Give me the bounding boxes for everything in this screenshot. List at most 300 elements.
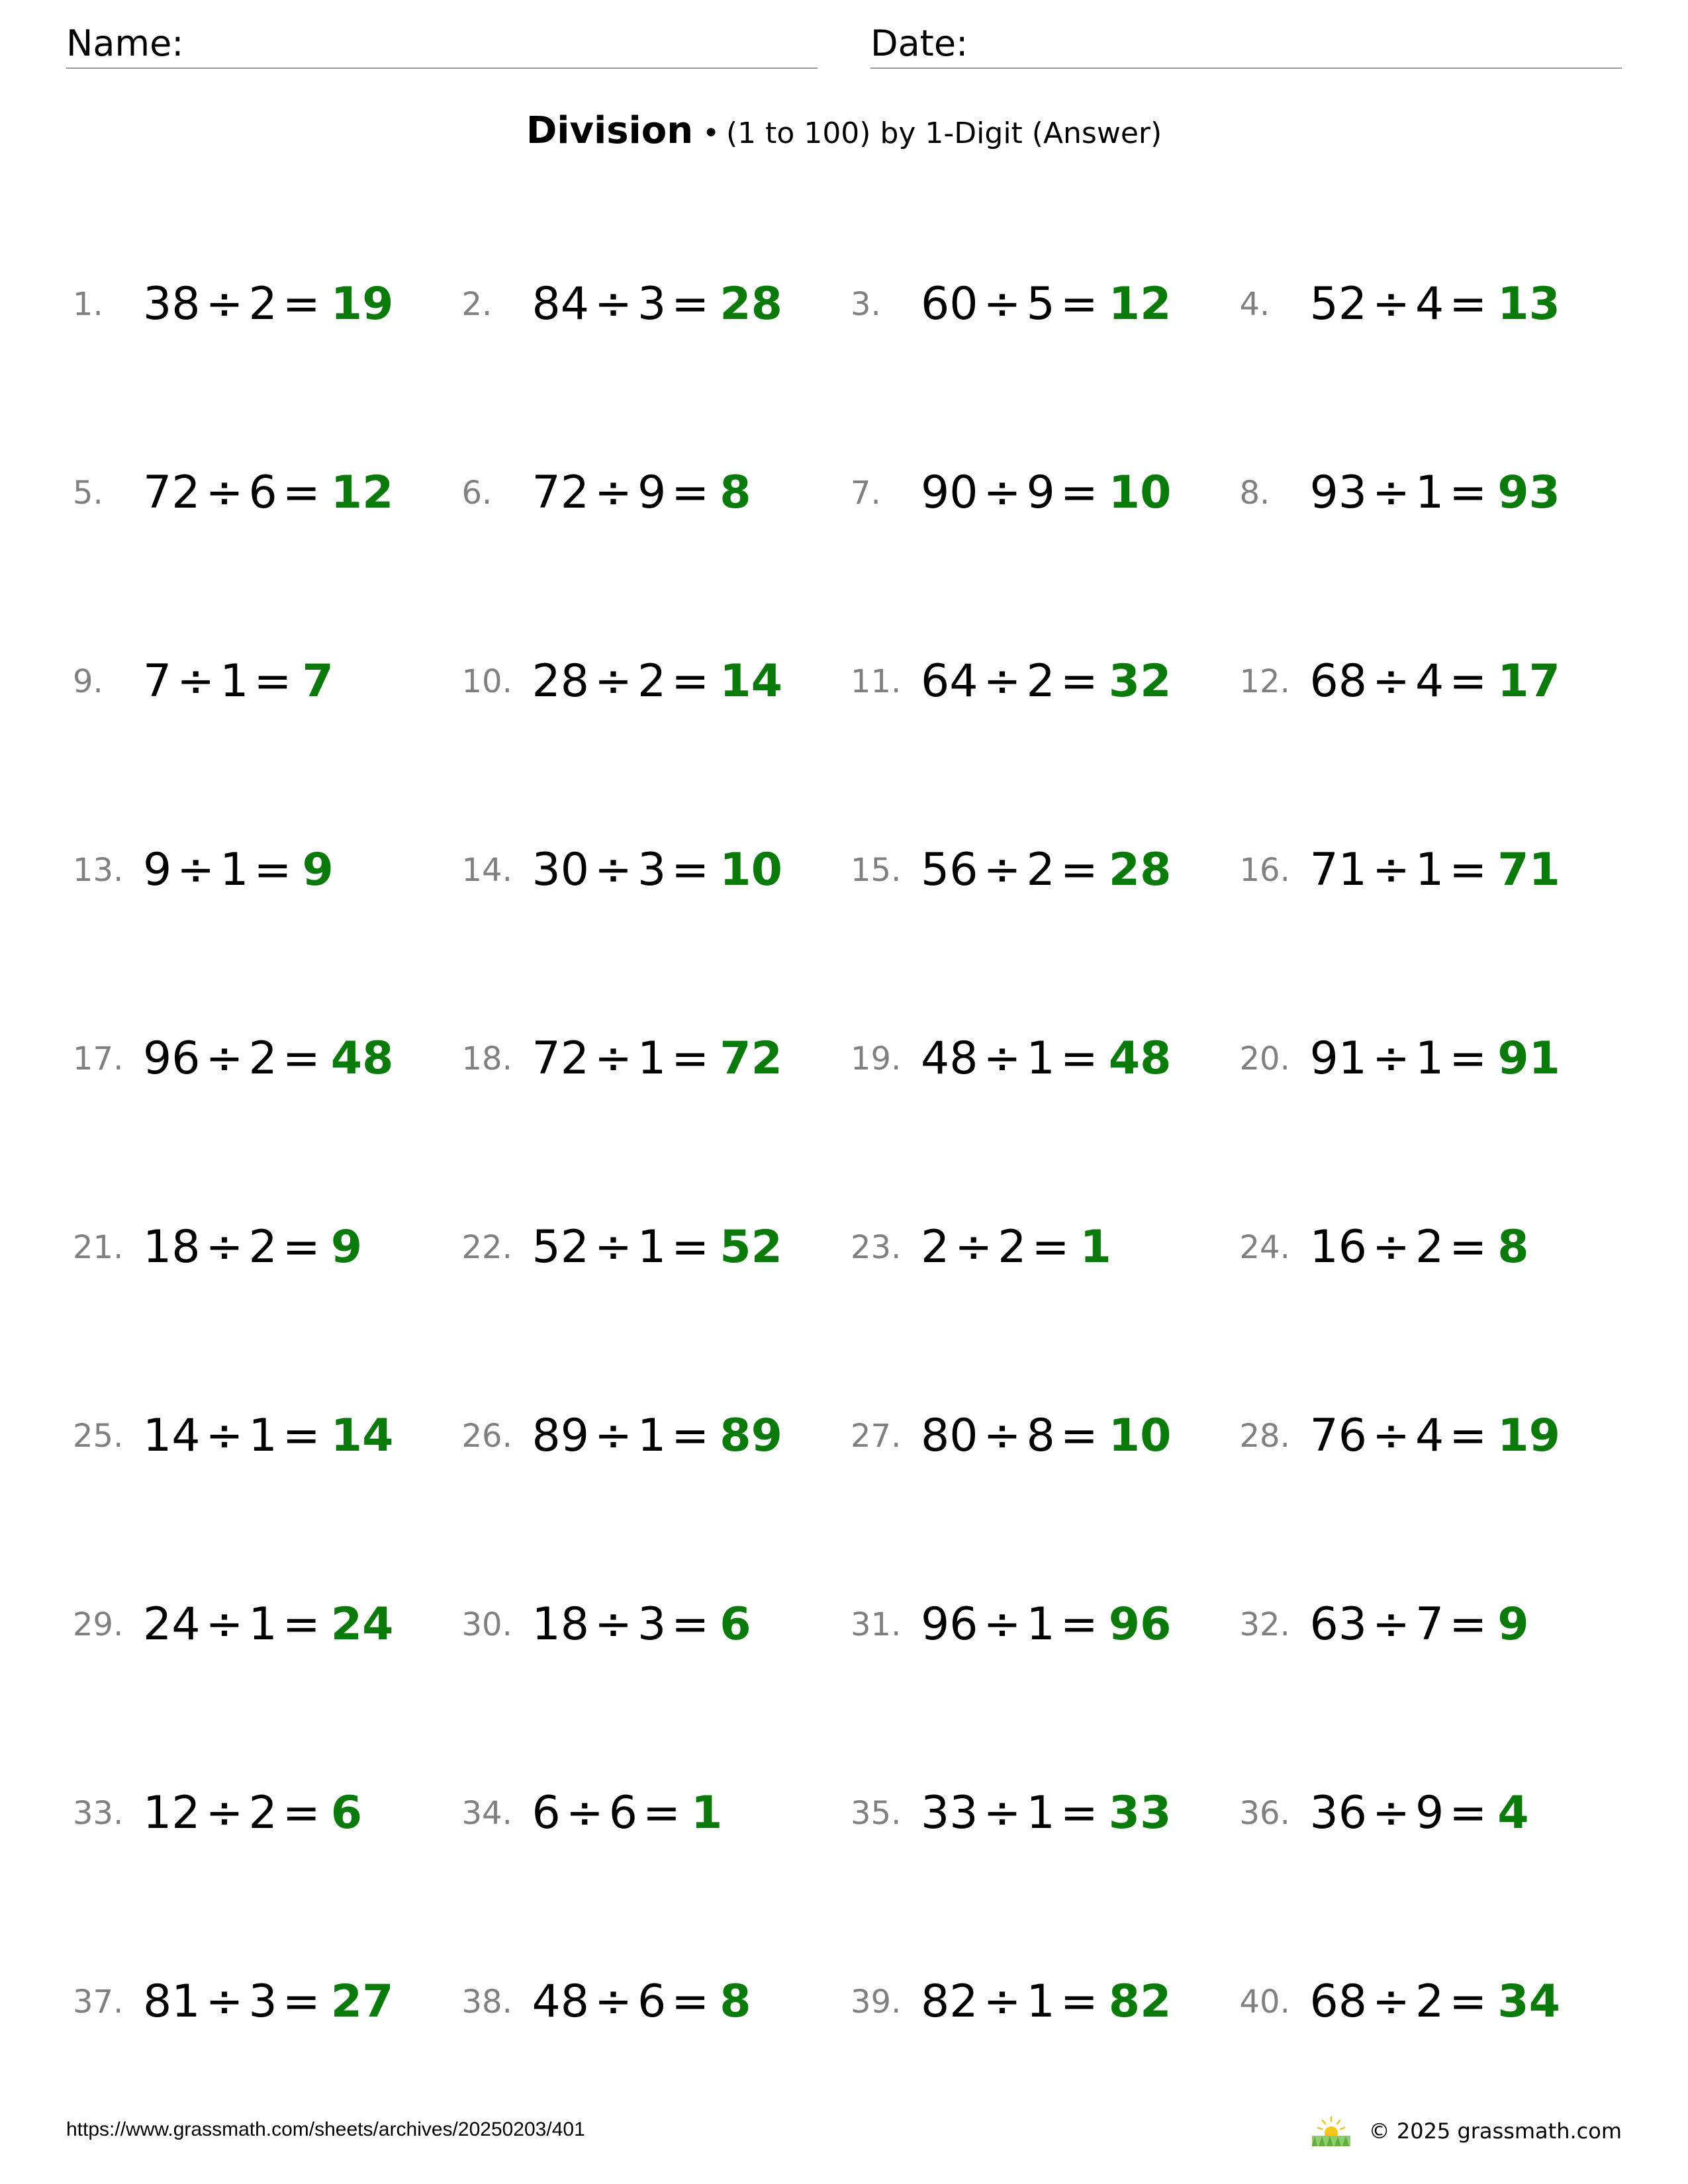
answer: 28 — [720, 278, 782, 330]
divisor: 2 — [1026, 844, 1055, 896]
problem-expression — [143, 1592, 393, 1658]
problem-number: 2. — [461, 286, 492, 323]
problem-item — [462, 1188, 851, 1281]
answer: 32 — [1108, 655, 1172, 707]
problem-expression — [1310, 1969, 1560, 2035]
division-sign: ÷ — [1372, 1598, 1411, 1651]
problem-item — [851, 999, 1240, 1092]
problem-expression — [921, 1592, 1171, 1658]
equals-sign: = — [671, 278, 710, 330]
problem-expression — [532, 1592, 751, 1658]
problem-item — [851, 1188, 1240, 1281]
problem-expression — [143, 1403, 393, 1469]
equals-sign: = — [1060, 844, 1098, 896]
equals-sign: = — [671, 844, 710, 896]
dividend: 18 — [143, 1221, 201, 1273]
divisor: 3 — [248, 1976, 277, 2028]
problem-expression — [143, 460, 393, 526]
division-sign: ÷ — [594, 1976, 633, 2028]
date-field[interactable] — [870, 20, 1622, 69]
equals-sign: = — [1060, 278, 1098, 330]
dividend: 72 — [532, 467, 590, 519]
equals-sign: = — [1449, 1221, 1487, 1273]
problem-expression — [532, 271, 782, 338]
equals-sign: = — [282, 1032, 320, 1085]
divisor: 2 — [1026, 655, 1055, 707]
division-sign: ÷ — [205, 467, 244, 519]
equals-sign: = — [254, 655, 292, 707]
dividend: 60 — [921, 278, 978, 330]
dividend: 89 — [532, 1410, 590, 1462]
dividend: 93 — [1309, 467, 1368, 519]
divisor: 2 — [1415, 1976, 1444, 2028]
division-sign: ÷ — [1372, 1410, 1411, 1462]
equals-sign: = — [1449, 1032, 1487, 1085]
division-sign: ÷ — [205, 1221, 244, 1273]
division-sign: ÷ — [1372, 1976, 1411, 2028]
division-sign: ÷ — [565, 1787, 604, 1839]
answer: 12 — [1108, 278, 1172, 330]
dividend: 48 — [921, 1032, 978, 1085]
divisor: 1 — [1415, 467, 1444, 519]
divisor: 9 — [1415, 1787, 1444, 1839]
problem-item — [73, 622, 462, 715]
problem-number: 7. — [851, 475, 881, 512]
answer: 8 — [720, 1976, 751, 2028]
divisor: 1 — [1026, 1787, 1055, 1839]
problem-expression — [532, 837, 782, 903]
answer: 93 — [1497, 467, 1560, 519]
problem-number: 23. — [851, 1229, 902, 1266]
answer: 28 — [1108, 844, 1172, 896]
answer: 14 — [330, 1410, 394, 1462]
divisor: 1 — [248, 1410, 277, 1462]
problem-expression — [921, 1969, 1171, 2035]
answer: 9 — [302, 844, 334, 896]
answer: 8 — [720, 467, 751, 519]
divisor: 6 — [637, 1976, 667, 2028]
answer: 91 — [1497, 1032, 1560, 1085]
equals-sign: = — [1449, 1598, 1487, 1651]
divisor: 2 — [248, 278, 277, 330]
problem-number: 33. — [73, 1795, 124, 1832]
equals-sign: = — [282, 467, 320, 519]
divisor: 9 — [637, 467, 667, 519]
divisor: 4 — [1415, 655, 1444, 707]
answer: 96 — [1108, 1598, 1172, 1651]
problem-number: 10. — [461, 663, 512, 700]
divisor: 2 — [1415, 1221, 1444, 1273]
problem-expression — [143, 837, 334, 903]
division-sign: ÷ — [983, 1787, 1021, 1839]
problem-expression — [532, 649, 782, 715]
problem-number: 19. — [851, 1040, 902, 1077]
problem-number: 34. — [461, 1795, 512, 1832]
problem-item — [462, 811, 851, 903]
problem-number: 24. — [1239, 1229, 1290, 1266]
problem-item — [73, 1565, 462, 1658]
dividend: 56 — [921, 844, 978, 896]
problem-item — [851, 1942, 1240, 2035]
division-sign: ÷ — [205, 1598, 244, 1651]
name-label: Name: — [66, 23, 184, 64]
division-sign: ÷ — [1372, 1221, 1411, 1273]
dividend: 7 — [143, 655, 172, 707]
equals-sign: = — [671, 1032, 710, 1085]
equals-sign: = — [282, 1787, 320, 1839]
problem-item — [851, 433, 1240, 526]
problem-number: 28. — [1239, 1418, 1290, 1455]
name-field[interactable] — [66, 20, 818, 69]
worksheet-title — [0, 105, 1688, 160]
problem-item — [1240, 1942, 1629, 2035]
dividend: 28 — [532, 655, 590, 707]
divisor: 1 — [1026, 1976, 1055, 2028]
dividend: 12 — [143, 1787, 201, 1839]
problem-number: 29. — [73, 1606, 124, 1643]
problem-number: 16. — [1239, 852, 1290, 889]
problem-number: 40. — [1239, 1983, 1290, 2021]
dividend: 36 — [1309, 1787, 1368, 1839]
division-sign: ÷ — [1372, 1032, 1411, 1085]
answer: 82 — [1108, 1976, 1172, 2028]
divisor: 3 — [637, 278, 667, 330]
division-sign: ÷ — [955, 1221, 993, 1273]
problem-expression — [1310, 1592, 1529, 1658]
answer: 19 — [330, 278, 394, 330]
problem-expression — [532, 1780, 723, 1846]
equals-sign: = — [1060, 1787, 1098, 1839]
problem-item — [1240, 1377, 1629, 1469]
equals-sign: = — [1060, 467, 1098, 519]
division-sign: ÷ — [1372, 1787, 1411, 1839]
divisor: 4 — [1415, 1410, 1444, 1462]
problem-item — [73, 811, 462, 903]
division-sign: ÷ — [594, 1032, 633, 1085]
dividend: 96 — [921, 1598, 978, 1651]
divisor: 1 — [1026, 1032, 1055, 1085]
equals-sign: = — [1031, 1221, 1070, 1273]
problem-number: 13. — [73, 852, 124, 889]
divisor: 2 — [248, 1032, 277, 1085]
division-sign: ÷ — [1372, 467, 1411, 519]
answer: 10 — [1108, 467, 1172, 519]
problem-item — [462, 1565, 851, 1658]
equals-sign: = — [1449, 1787, 1487, 1839]
division-sign: ÷ — [205, 1976, 244, 2028]
problem-number: 12. — [1239, 663, 1290, 700]
dividend: 80 — [921, 1410, 978, 1462]
dividend: 52 — [1309, 278, 1368, 330]
answer: 72 — [720, 1032, 782, 1085]
division-sign: ÷ — [1372, 655, 1411, 707]
problem-number: 8. — [1239, 475, 1270, 512]
problem-number: 35. — [851, 1795, 902, 1832]
answer: 14 — [720, 655, 782, 707]
answer: 33 — [1108, 1787, 1172, 1839]
dividend: 24 — [143, 1598, 201, 1651]
problem-item — [1240, 1754, 1629, 1846]
equals-sign: = — [671, 1976, 710, 2028]
dividend: 6 — [532, 1787, 561, 1839]
problem-number: 26. — [461, 1418, 512, 1455]
problem-expression — [921, 1403, 1171, 1469]
problem-number: 1. — [73, 286, 103, 323]
division-sign: ÷ — [594, 1221, 633, 1273]
dividend: 68 — [1309, 655, 1368, 707]
problem-number: 15. — [851, 852, 902, 889]
divisor: 1 — [1415, 844, 1444, 896]
divisor: 3 — [637, 844, 667, 896]
equals-sign: = — [1449, 467, 1487, 519]
divisor: 1 — [1415, 1032, 1444, 1085]
answer: 9 — [1497, 1598, 1529, 1651]
division-sign: ÷ — [177, 655, 215, 707]
problem-expression — [143, 1969, 393, 2035]
divisor: 4 — [1415, 278, 1444, 330]
problem-number: 38. — [461, 1983, 512, 2021]
divisor: 7 — [1415, 1598, 1444, 1651]
problem-expression — [532, 1403, 782, 1469]
dividend: 72 — [143, 467, 201, 519]
equals-sign: = — [643, 1787, 680, 1839]
divisor: 5 — [1026, 278, 1055, 330]
divisor: 3 — [637, 1598, 667, 1651]
dividend: 63 — [1309, 1598, 1368, 1651]
problem-item — [462, 1754, 851, 1846]
answer: 27 — [330, 1976, 394, 2028]
division-sign: ÷ — [983, 844, 1021, 896]
problem-item — [73, 245, 462, 338]
dividend: 14 — [143, 1410, 201, 1462]
divisor: 1 — [1026, 1598, 1055, 1651]
division-sign: ÷ — [177, 844, 215, 896]
answer: 4 — [1497, 1787, 1529, 1839]
division-sign: ÷ — [983, 1598, 1021, 1651]
problem-expression — [143, 1026, 393, 1092]
problem-item — [1240, 1188, 1629, 1281]
answer: 13 — [1497, 278, 1560, 330]
divisor: 1 — [637, 1032, 667, 1085]
problem-number: 39. — [851, 1983, 902, 2021]
divisor: 6 — [248, 467, 277, 519]
problem-expression — [532, 1969, 751, 2035]
problem-item — [1240, 433, 1629, 526]
footer-branding — [1308, 2111, 1622, 2151]
equals-sign: = — [1449, 844, 1487, 896]
equals-sign: = — [671, 1410, 710, 1462]
problem-item — [73, 1942, 462, 2035]
answer: 1 — [1080, 1221, 1111, 1273]
problem-expression — [532, 460, 751, 526]
problem-expression — [1310, 1026, 1560, 1092]
problem-item — [73, 1188, 462, 1281]
dividend: 18 — [532, 1598, 590, 1651]
problem-item — [73, 1377, 462, 1469]
division-sign: ÷ — [205, 1032, 244, 1085]
dividend: 71 — [1309, 844, 1368, 896]
problem-item — [73, 999, 462, 1092]
division-sign: ÷ — [983, 278, 1021, 330]
problem-number: 31. — [851, 1606, 902, 1643]
problem-expression — [1310, 271, 1560, 338]
equals-sign: = — [1060, 1598, 1098, 1651]
division-sign: ÷ — [594, 1410, 633, 1462]
dividend: 2 — [921, 1221, 950, 1273]
answer: 19 — [1497, 1410, 1560, 1462]
problem-item — [851, 622, 1240, 715]
dividend: 81 — [143, 1976, 201, 2028]
answer: 34 — [1497, 1976, 1560, 2028]
problem-number: 20. — [1239, 1040, 1290, 1077]
answer: 1 — [691, 1787, 723, 1839]
problem-item — [851, 1377, 1240, 1469]
dividend: 72 — [532, 1032, 590, 1085]
problem-item — [462, 433, 851, 526]
answer: 24 — [330, 1598, 394, 1651]
dividend: 16 — [1309, 1221, 1368, 1273]
answer: 52 — [720, 1221, 782, 1273]
problem-expression — [921, 271, 1171, 338]
problem-number: 5. — [73, 475, 103, 512]
problem-expression — [921, 1214, 1111, 1281]
problem-item — [1240, 245, 1629, 338]
equals-sign: = — [282, 1410, 320, 1462]
problem-expression — [532, 1026, 782, 1092]
divisor: 2 — [248, 1787, 277, 1839]
answer: 17 — [1497, 655, 1560, 707]
answer: 89 — [720, 1410, 782, 1462]
problem-expression — [143, 1214, 362, 1281]
dividend: 82 — [921, 1976, 978, 2028]
problem-item — [1240, 999, 1629, 1092]
division-sign: ÷ — [1372, 844, 1411, 896]
answer: 6 — [720, 1598, 751, 1651]
problem-number: 11. — [851, 663, 902, 700]
division-sign: ÷ — [983, 1410, 1021, 1462]
answer: 71 — [1497, 844, 1560, 896]
dividend: 90 — [921, 467, 978, 519]
equals-sign: = — [671, 655, 710, 707]
equals-sign: = — [282, 278, 320, 330]
equals-sign: = — [671, 1598, 710, 1651]
divisor: 1 — [248, 1598, 277, 1651]
answer: 6 — [330, 1787, 363, 1839]
dividend: 9 — [143, 844, 172, 896]
problem-item — [851, 811, 1240, 903]
division-sign: ÷ — [983, 1032, 1021, 1085]
footer-copyright: © 2025 grassmath.com — [1368, 2118, 1622, 2144]
problem-item — [1240, 1565, 1629, 1658]
equals-sign: = — [1449, 278, 1487, 330]
problem-number: 14. — [461, 852, 512, 889]
problem-number: 27. — [851, 1418, 902, 1455]
problem-number: 4. — [1239, 286, 1270, 323]
answer: 12 — [330, 467, 394, 519]
divisor: 8 — [1026, 1410, 1055, 1462]
division-sign: ÷ — [983, 655, 1021, 707]
problem-item — [851, 1754, 1240, 1846]
answer: 8 — [1497, 1221, 1529, 1273]
problem-grid — [73, 245, 1628, 2131]
equals-sign: = — [282, 1221, 320, 1273]
problem-expression — [143, 271, 393, 338]
problem-number: 18. — [461, 1040, 512, 1077]
dividend: 33 — [921, 1787, 978, 1839]
problem-expression — [921, 460, 1171, 526]
equals-sign: = — [1449, 655, 1487, 707]
problem-item — [73, 433, 462, 526]
divisor: 9 — [1026, 467, 1055, 519]
grass-sun-logo-icon — [1308, 2115, 1354, 2148]
division-sign: ÷ — [594, 1598, 633, 1651]
problem-item — [462, 999, 851, 1092]
problem-expression — [921, 649, 1171, 715]
equals-sign: = — [1060, 1976, 1098, 2028]
answer: 7 — [302, 655, 334, 707]
equals-sign: = — [254, 844, 292, 896]
equals-sign: = — [1060, 655, 1098, 707]
problem-expression — [1310, 460, 1560, 526]
divisor: 2 — [998, 1221, 1027, 1273]
division-sign: ÷ — [983, 467, 1021, 519]
footer-url[interactable]: https://www.grassmath.com/sheets/archives/20250203/401 — [66, 2118, 585, 2140]
division-sign: ÷ — [594, 844, 633, 896]
problem-expression — [532, 1214, 782, 1281]
division-sign: ÷ — [594, 655, 633, 707]
dividend: 52 — [532, 1221, 590, 1273]
division-sign: ÷ — [205, 1410, 244, 1462]
answer: 10 — [1108, 1410, 1172, 1462]
equals-sign: = — [1060, 1410, 1098, 1462]
dividend: 30 — [532, 844, 590, 896]
problem-expression — [1310, 1214, 1529, 1281]
title-subtitle: (1 to 100) by 1-Digit (Answer) — [726, 116, 1162, 150]
divisor: 1 — [637, 1221, 667, 1273]
problem-expression — [1310, 1403, 1560, 1469]
problem-number: 25. — [73, 1418, 124, 1455]
problem-expression — [143, 649, 334, 715]
problem-item — [1240, 811, 1629, 903]
equals-sign: = — [282, 1598, 320, 1651]
problem-item — [851, 1565, 1240, 1658]
problem-expression — [1310, 649, 1560, 715]
divisor: 1 — [220, 655, 249, 707]
problem-number: 3. — [851, 286, 881, 323]
problem-item — [462, 1942, 851, 2035]
dividend: 91 — [1309, 1032, 1368, 1085]
problem-number: 9. — [73, 663, 103, 700]
problem-number: 37. — [73, 1983, 124, 2021]
problem-number: 6. — [461, 475, 492, 512]
equals-sign: = — [1449, 1410, 1487, 1462]
equals-sign: = — [671, 1221, 710, 1273]
divisor: 1 — [637, 1410, 667, 1462]
problem-expression — [1310, 1780, 1529, 1846]
problem-item — [462, 245, 851, 338]
dividend: 48 — [532, 1976, 590, 2028]
problem-expression — [1310, 837, 1560, 903]
problem-item — [851, 245, 1240, 338]
dividend: 84 — [532, 278, 590, 330]
problem-number: 30. — [461, 1606, 512, 1643]
division-sign: ÷ — [983, 1976, 1021, 2028]
divisor: 2 — [637, 655, 667, 707]
equals-sign: = — [1449, 1976, 1487, 2028]
problem-number: 22. — [461, 1229, 512, 1266]
title-main: Division — [526, 109, 694, 152]
problem-expression — [921, 1780, 1171, 1846]
